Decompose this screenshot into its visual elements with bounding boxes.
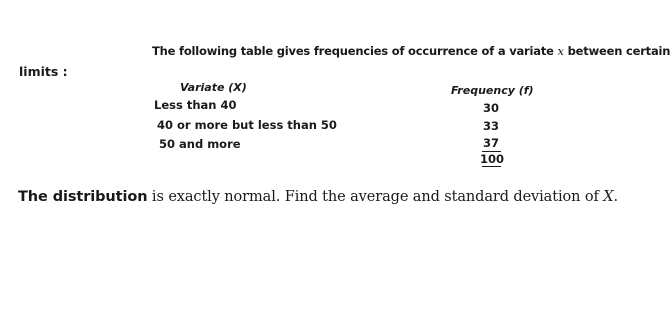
table-row-value: 37 [482,136,499,150]
frequency-header: Frequency (f) [451,84,534,97]
question-end: . [613,189,619,205]
variate-header: Variate (X) [180,81,247,94]
table-row-label: 40 or more but less than 50 [157,118,337,132]
table-total: 100 [480,152,505,166]
question-bold: The distribution [18,189,148,205]
intro-part-2: between certain [563,44,670,58]
total-rule-bottom [482,166,501,167]
table-row-label: Less than 40 [154,98,237,112]
question-text [18,189,618,205]
table-row-label: 50 and more [159,137,241,151]
question-rest: is exactly normal. Find the average and standard deviation of [147,189,604,205]
intro-part-1: The following table gives frequencies of occurrence of a variate [152,44,558,58]
intro-variable: x [557,44,564,58]
table-row-value: 30 [482,101,499,115]
question-variable: X [603,189,614,205]
table-row-value: 33 [482,119,499,133]
limits-label: limits : [19,64,68,79]
